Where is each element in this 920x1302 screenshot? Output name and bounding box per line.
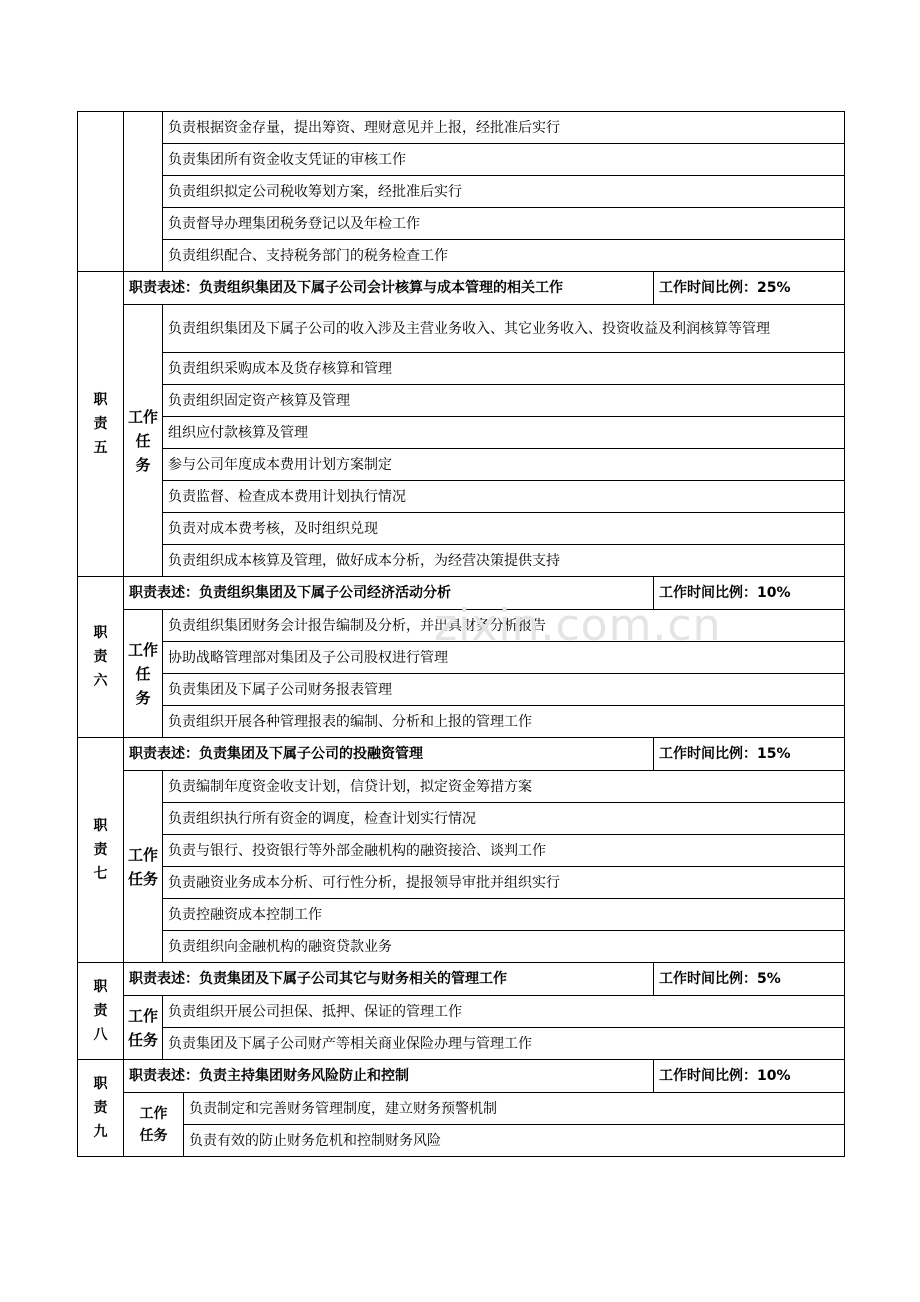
- duty-label-6: 职 责 六: [78, 577, 124, 738]
- task-item: 负责集团所有资金收支凭证的审核工作: [163, 144, 845, 176]
- task-label-6: 工作任 务: [124, 610, 163, 738]
- duty-description: 职责表述：负责主持集团财务风险防止和控制: [124, 1060, 654, 1093]
- task-item: 负责集团及下属子公司财产等相关商业保险办理与管理工作: [163, 1028, 845, 1060]
- task-item: 负责组织固定资产核算及管理: [163, 385, 845, 417]
- duty-description: 职责表述：负责组织集团及下属子公司经济活动分析: [124, 577, 654, 610]
- duty-description: 职责表述：负责集团及下属子公司其它与财务相关的管理工作: [124, 963, 654, 996]
- duty-label-5: 职 责 五: [78, 272, 124, 577]
- task-label-cell: [124, 112, 163, 272]
- duty-description: 职责表述：负责集团及下属子公司的投融资管理: [124, 738, 654, 771]
- task-item: 组织应付款核算及管理: [163, 417, 845, 449]
- task-item: 负责组织集团及下属子公司的收入涉及主营业务收入、其它业务收入、投资收益及利润核算等管理: [163, 305, 845, 353]
- task-label-5: 工作任 务: [124, 305, 163, 577]
- task-label-9: 工作 任务: [124, 1093, 184, 1157]
- task-item: 负责根据资金存量，提出筹资、理财意见并上报，经批准后实行: [163, 112, 845, 144]
- task-item: 参与公司年度成本费用计划方案制定: [163, 449, 845, 481]
- task-item: 负责组织拟定公司税收筹划方案，经批准后实行: [163, 176, 845, 208]
- task-item: 负责对成本费考核，及时组织兑现: [163, 513, 845, 545]
- task-item: 负责督导办理集团税务登记以及年检工作: [163, 208, 845, 240]
- task-item: 负责组织开展各种管理报表的编制、分析和上报的管理工作: [163, 706, 845, 738]
- task-item: 负责组织执行所有资金的调度，检查计划实行情况: [163, 803, 845, 835]
- time-ratio: 工作时间比例：25%: [654, 272, 845, 305]
- duty-label-8: 职 责 八: [78, 963, 124, 1060]
- duty-label-9: 职 责 九: [78, 1060, 124, 1157]
- duty-label-cell: [78, 112, 124, 272]
- task-item: 负责控融资成本控制工作: [163, 899, 845, 931]
- task-item: 负责组织集团财务会计报告编制及分析，并出具财务分析报告: [163, 610, 845, 642]
- task-item: 协助战略管理部对集团及子公司股权进行管理: [163, 642, 845, 674]
- duty-label-7: 职 责 七: [78, 738, 124, 963]
- job-duties-table: [77, 111, 845, 1157]
- task-item: 负责集团及下属子公司财务报表管理: [163, 674, 845, 706]
- task-label-8: 工作 任务: [124, 996, 163, 1060]
- task-item: 负责有效的防止财务危机和控制财务风险: [184, 1125, 845, 1157]
- task-item: 负责制定和完善财务管理制度，建立财务预警机制: [184, 1093, 845, 1125]
- time-ratio: 工作时间比例：10%: [654, 1060, 845, 1093]
- time-ratio: 工作时间比例：15%: [654, 738, 845, 771]
- duty-description: 职责表述：负责组织集团及下属子公司会计核算与成本管理的相关工作: [124, 272, 654, 305]
- task-item: 负责组织配合、支持税务部门的税务检查工作: [163, 240, 845, 272]
- time-ratio: 工作时间比例：10%: [654, 577, 845, 610]
- task-item: 负责组织向金融机构的融资贷款业务: [163, 931, 845, 963]
- watermark: zixin.com.cn: [434, 600, 722, 651]
- task-item: 负责融资业务成本分析、可行性分析，提报领导审批并组织实行: [163, 867, 845, 899]
- task-item: 负责组织开展公司担保、抵押、保证的管理工作: [163, 996, 845, 1028]
- task-item: 负责监督、检查成本费用计划执行情况: [163, 481, 845, 513]
- time-ratio: 工作时间比例：5%: [654, 963, 845, 996]
- task-label-7: 工作 任务: [124, 771, 163, 963]
- task-item: 负责组织成本核算及管理，做好成本分析，为经营决策提供支持: [163, 545, 845, 577]
- task-item: 负责编制年度资金收支计划，信贷计划，拟定资金筹措方案: [163, 771, 845, 803]
- task-item: 负责与银行、投资银行等外部金融机构的融资接洽、谈判工作: [163, 835, 845, 867]
- task-item: 负责组织采购成本及货存核算和管理: [163, 353, 845, 385]
